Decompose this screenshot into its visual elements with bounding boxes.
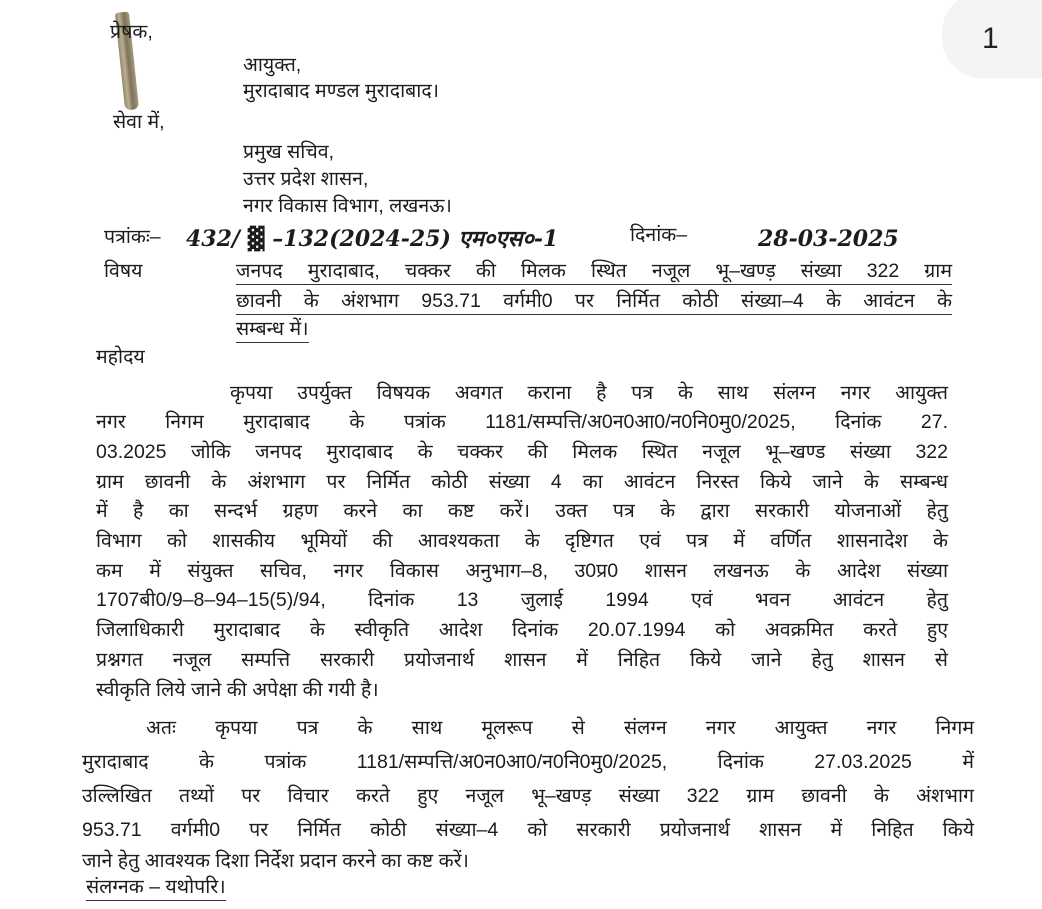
subject-line-3: सम्बन्ध में।: [236, 320, 309, 343]
para1-line: प्रश्नगत नजूल सम्पत्ति सरकारी प्रयोजनार्थ शासन में निहित किये जाने हेतु शासन से: [96, 649, 948, 671]
para1-line: विभाग को शासकीय भूमियों की आवश्यकता के दृष्टिगत एवं पत्र में वर्णित शासनादेश के: [96, 530, 948, 552]
para2-line: उल्लिखित तथ्यों पर विचार करते हुए नजूल भू–खण्ड़ संख्या 322 ग्राम छावनी के अंशभाग: [82, 785, 974, 807]
salutation: महोदय: [96, 346, 145, 368]
to-label: सेवा में,: [113, 111, 165, 133]
para1-line: कम में संयुक्त सचिव, नगर विकास अनुभाग–8, उ0प्र0 शासन लखनऊ के आदेश संख्या: [96, 560, 948, 582]
para1-line: 1707बी0/9–8–94–15(5)/94, दिनांक 13 जुलाई 1994 एवं भवन आवंटन हेतु: [96, 589, 948, 611]
para1-line: स्वीकृति लिये जाने की अपेक्षा की गयी है।: [96, 679, 379, 701]
para1-line: ग्राम छावनी के अंशभाग पर निर्मित कोठी संख्या 4 का आवंटन निरस्त किये जाने के सम्बन्ध: [96, 471, 948, 493]
to-line-2: उत्तर प्रदेश शासन,: [243, 168, 369, 190]
para2-line: 953.71 वर्गमी0 पर निर्मित कोठी संख्या–4 को सरकारी प्रयोजनार्थ शासन में निहित किये: [82, 819, 974, 841]
date-label: दिनांक–: [630, 224, 688, 246]
para1-line: जिलाधिकारी मुरादाबाद के स्वीकृति आदेश दिनांक 20.07.1994 को अवक्रमित करते हुए: [96, 619, 948, 641]
para1-line: 03.2025 जोकि जनपद मुरादाबाद के चक्कर की मिलक स्थित नजूल भू–खण्ड संख्या 322: [96, 441, 948, 463]
from-line-2: मुरादाबाद मण्डल मुरादाबाद।: [243, 80, 440, 102]
para1-line: में है का सन्दर्भ ग्रहण करने का कष्ट करें। उक्त पत्र के द्वारा सरकारी योजनाओं हेतु: [96, 500, 948, 522]
para1-line: कृपया उपर्युक्त विषयक अवगत कराना है पत्र के साथ संलग्न नगर आयुक्त: [230, 382, 948, 404]
para2-line: अतः कृपया पत्र के साथ मूलरूप से संलग्न नगर आयुक्त नगर निगम: [146, 717, 974, 739]
para2-line: जाने हेतु आवश्यक दिशा निर्देश प्रदान करने का कष्ट करें।: [82, 850, 469, 872]
date-value: 28-03-2025: [758, 226, 899, 252]
from-line-1: आयुक्त,: [243, 54, 302, 76]
para1-line: नगर निगम मुरादाबाद के पत्रांक 1181/सम्पत्ति/अ0न0आ0/न0नि0मु0/2025, दिनांक 27.: [96, 411, 948, 433]
enclosure-note: संलग्नक – यथोपरि।: [86, 878, 226, 901]
para2-line: मुरादाबाद के पत्रांक 1181/सम्पत्ति/अ0न0आ0/न0नि0मु0/2025, दिनांक 27.03.2025 में: [82, 751, 974, 773]
to-line-1: प्रमुख सचिव,: [243, 141, 335, 163]
patrank-label: पत्रांकः–: [104, 226, 161, 248]
to-line-3: नगर विकास विभाग, लखनऊ।: [243, 195, 452, 217]
from-label: प्रेषक,: [110, 21, 153, 43]
page-number: 1: [982, 22, 999, 55]
patrank-value: 432/ ▓ –132(2024-25) एम०एस०-1: [186, 226, 559, 252]
subject-line-2: छावनी के अंशभाग 953.71 वर्गमी0 पर निर्मित कोठी संख्या–4 के आवंटन के: [236, 292, 952, 315]
subject-label: विषय: [104, 260, 143, 282]
page-number-badge: [942, 0, 1042, 78]
subject-line-1: जनपद मुरादाबाद, चक्कर की मिलक स्थित नजूल भू–खण्ड़ संख्या 322 ग्राम: [236, 262, 952, 285]
